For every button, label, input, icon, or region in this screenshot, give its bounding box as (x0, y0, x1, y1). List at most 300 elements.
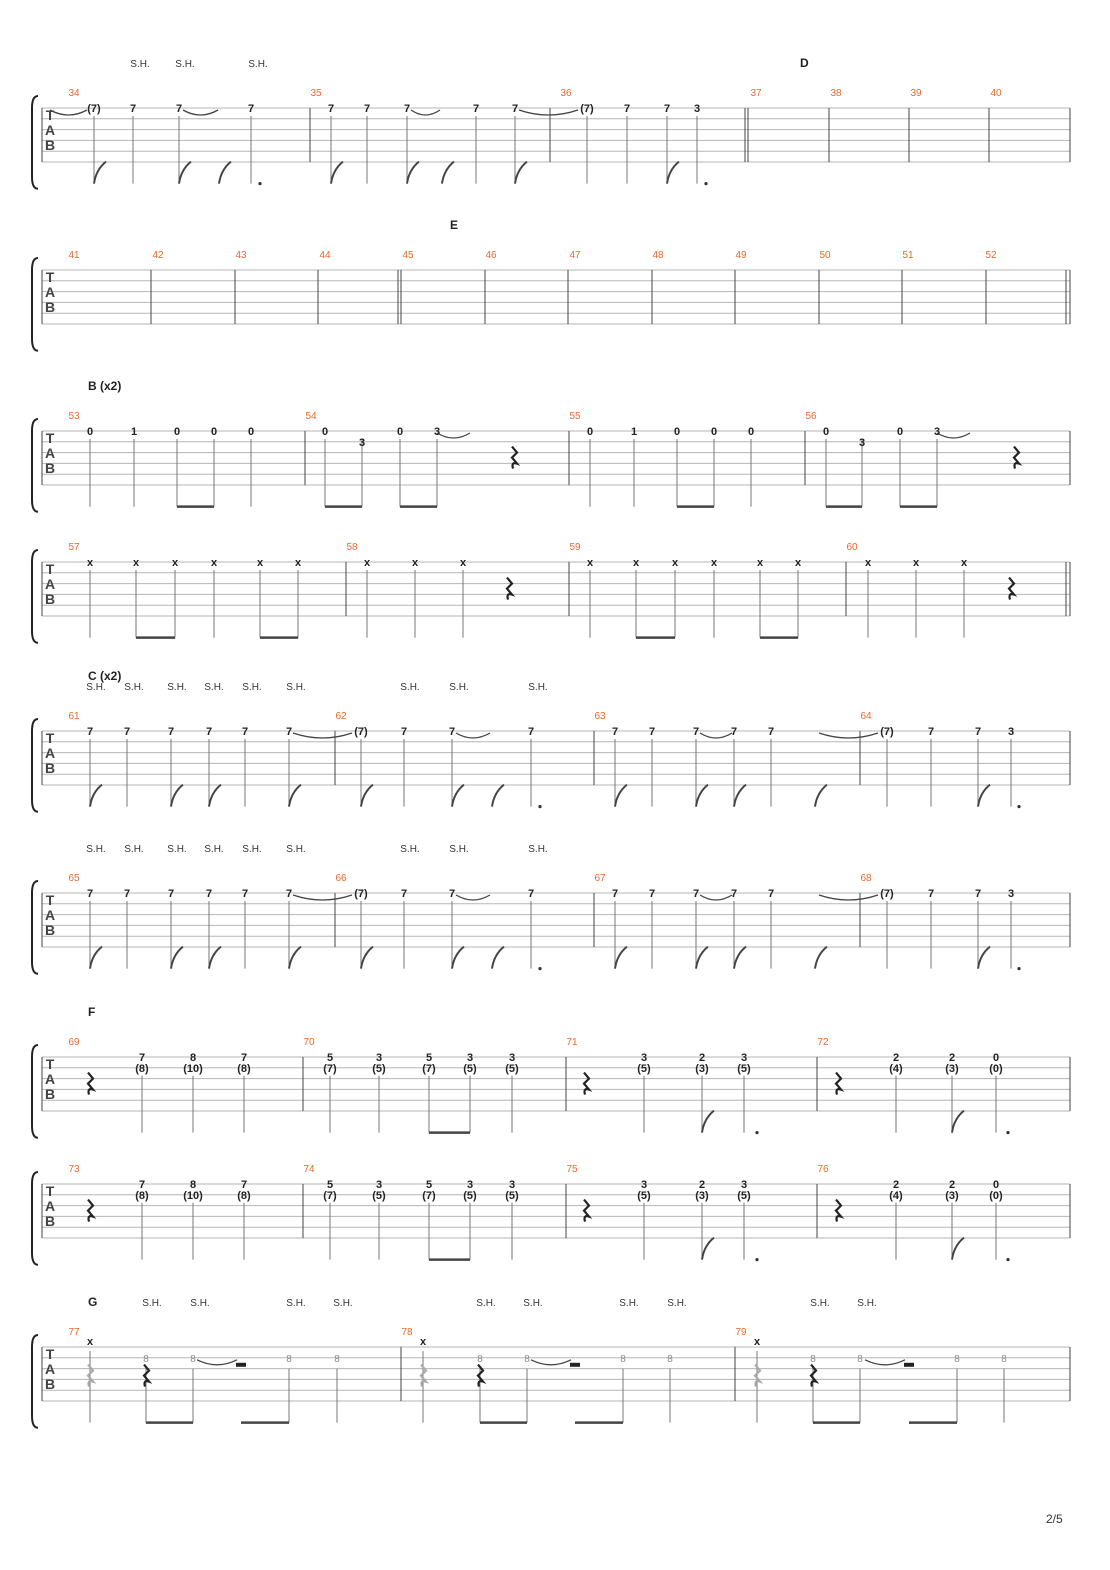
fret-number: 1 (130, 426, 138, 438)
fret-number: 7 (730, 726, 738, 738)
ghost-fret-number: (8) (237, 1062, 251, 1075)
fret-number: 3 (740, 1179, 748, 1191)
quarter-rest (512, 447, 517, 469)
quarter-rest (584, 1073, 589, 1095)
ghost-fret-number: (5) (737, 1062, 751, 1075)
fret-number: 3 (640, 1179, 648, 1191)
fret-number: 5 (326, 1179, 334, 1191)
note-flag (978, 785, 990, 807)
fret-number: 1 (630, 426, 638, 438)
fret-number: 8 (667, 1353, 673, 1365)
measure-number: 35 (310, 88, 322, 99)
rhythm-dot (538, 967, 541, 970)
slide-hammer-label: S.H. (286, 1298, 306, 1309)
slide-hammer-label: S.H. (449, 682, 469, 693)
ghost-fret-number: (10) (183, 1062, 203, 1075)
section-marker: E (450, 218, 459, 232)
slide-hammer-label: S.H. (523, 1298, 543, 1309)
slide-hammer-label: S.H. (857, 1298, 877, 1309)
ghost-fret-number: (4) (889, 1189, 903, 1202)
ghost-fret-number: (8) (135, 1062, 149, 1075)
fret-number: 8 (286, 1353, 292, 1365)
fret-number: 7 (400, 726, 408, 738)
rhythm-dot (538, 805, 541, 808)
measure-number: 58 (346, 542, 358, 553)
ghost-fret-number: (5) (637, 1062, 651, 1075)
fret-number: 8 (189, 1052, 197, 1064)
measure-number: 46 (485, 250, 497, 261)
tab-letter-a: A (44, 1198, 56, 1214)
fret-number: 5 (326, 1052, 334, 1064)
system-brace (32, 1335, 38, 1428)
tab-system-6 (32, 881, 1070, 974)
slide-hammer-label: S.H. (449, 844, 469, 855)
measure-number: 79 (735, 1327, 747, 1338)
ghost-fret-number: (5) (372, 1062, 386, 1075)
fret-number: 7 (927, 888, 935, 900)
fret-number: 7 (138, 1052, 146, 1064)
tab-system-9 (32, 1335, 1070, 1428)
measure-number: 59 (569, 542, 581, 553)
measure-number: 55 (569, 411, 581, 422)
ghost-fret-number: (5) (737, 1189, 751, 1202)
slide-hammer-label: S.H. (286, 682, 306, 693)
tab-letter-t: T (45, 1183, 55, 1199)
dead-note: x (864, 557, 872, 569)
fret-number: 2 (698, 1052, 706, 1064)
fret-number: 7 (327, 103, 335, 115)
tie-arc (437, 433, 470, 438)
tie-arc (865, 1360, 905, 1365)
measure-number: 47 (569, 250, 581, 261)
fret-number: 7 (285, 726, 293, 738)
fret-number: 2 (892, 1052, 900, 1064)
dead-note: x (256, 557, 264, 569)
quarter-rest (88, 1073, 93, 1095)
measure-number: 37 (750, 88, 762, 99)
note-flag (734, 785, 746, 807)
dead-note: x (960, 557, 968, 569)
note-flag (94, 162, 106, 184)
measure-number: 45 (402, 250, 414, 261)
measure-number: 69 (68, 1037, 80, 1048)
measure-number: 36 (560, 88, 572, 99)
fret-number: (7) (354, 888, 368, 900)
measure-number: 75 (566, 1164, 578, 1175)
slide-hammer-label: S.H. (124, 844, 144, 855)
note-flag (171, 785, 183, 807)
fret-number: 7 (974, 888, 982, 900)
note-flag (667, 162, 679, 184)
slide-hammer-label: S.H. (167, 682, 187, 693)
fret-number: 7 (663, 103, 671, 115)
fret-number: 7 (123, 888, 131, 900)
tie-arc (819, 733, 878, 738)
tie-arc (700, 895, 732, 900)
ghost-fret-number: (10) (183, 1189, 203, 1202)
fret-number: 7 (240, 1179, 248, 1191)
measure-number: 60 (846, 542, 858, 553)
fret-number: 2 (892, 1179, 900, 1191)
slide-hammer-label: S.H. (124, 682, 144, 693)
note-flag (219, 162, 231, 184)
tab-letter-a: A (44, 745, 56, 761)
measure-number: 54 (305, 411, 317, 422)
measure-number: 51 (902, 250, 914, 261)
half-rest (570, 1363, 580, 1367)
fret-number: (7) (880, 726, 894, 738)
note-flag (361, 947, 373, 969)
slide-hammer-label: S.H. (167, 844, 187, 855)
system-brace (32, 96, 38, 189)
tab-system-1 (32, 96, 1070, 189)
tie-arc (700, 733, 732, 738)
system-brace (32, 550, 38, 643)
fret-number: 7 (611, 888, 619, 900)
ghost-fret-number: (5) (637, 1189, 651, 1202)
rhythm-dot (1006, 1258, 1009, 1261)
tab-letter-a: A (44, 1361, 56, 1377)
measure-number: 44 (319, 250, 331, 261)
note-flag (952, 1238, 964, 1260)
fret-number: 2 (698, 1179, 706, 1191)
slide-hammer-label: S.H. (86, 682, 106, 693)
note-flag (978, 947, 990, 969)
fret-number: 7 (241, 888, 249, 900)
measure-number: 49 (735, 250, 747, 261)
measure-number: 34 (68, 88, 80, 99)
measure-number: 52 (985, 250, 997, 261)
tab-letter-a: A (44, 284, 56, 300)
measure-number: 63 (594, 711, 606, 722)
measure-number: 57 (68, 542, 80, 553)
tie-arc (183, 110, 218, 115)
fret-number: 8 (189, 1179, 197, 1191)
page-number: 2/5 (1046, 1512, 1063, 1526)
slide-hammer-label: S.H. (248, 59, 268, 70)
fret-number: 7 (448, 726, 456, 738)
tie-arc (519, 110, 578, 115)
ghost-fret-number: (5) (463, 1062, 477, 1075)
tab-letter-b: B (44, 299, 56, 315)
ghost-fret-number: (8) (135, 1189, 149, 1202)
measure-number: 62 (335, 711, 347, 722)
tie-arc (531, 1360, 571, 1365)
section-label: C (x2) (88, 669, 122, 683)
fret-number: 7 (692, 888, 700, 900)
fret-number: 7 (175, 103, 183, 115)
tab-system-3 (32, 419, 1070, 512)
slide-hammer-label: S.H. (619, 1298, 639, 1309)
note-flag (209, 947, 221, 969)
tie-arc (293, 895, 352, 900)
measure-number: 78 (401, 1327, 413, 1338)
fret-number: 2 (948, 1179, 956, 1191)
fret-number: 3 (693, 103, 701, 115)
tab-letter-t: T (45, 107, 55, 123)
tie-arc (819, 895, 878, 900)
measure-number: 64 (860, 711, 872, 722)
fret-number: 3 (1007, 888, 1015, 900)
note-flag (492, 947, 504, 969)
fret-number: 7 (730, 888, 738, 900)
note-flag (90, 947, 102, 969)
quarter-rest (836, 1200, 841, 1222)
slide-hammer-label: S.H. (242, 844, 262, 855)
fret-number: 0 (321, 426, 329, 438)
tie-arc (411, 110, 440, 115)
ghost-fret-number: (3) (945, 1189, 959, 1202)
fret-number: 0 (586, 426, 594, 438)
tab-letter-b: B (44, 1086, 56, 1102)
measure-number: 41 (68, 250, 80, 261)
ghost-fret-number: (3) (695, 1062, 709, 1075)
note-flag (515, 162, 527, 184)
fret-number: 8 (1001, 1353, 1007, 1365)
tab-letter-b: B (44, 137, 56, 153)
fret-number: 0 (992, 1052, 1000, 1064)
note-flag (702, 1238, 714, 1260)
tab-letter-a: A (44, 907, 56, 923)
measure-number: 74 (303, 1164, 315, 1175)
fret-number: 5 (425, 1052, 433, 1064)
slide-hammer-label: S.H. (333, 1298, 353, 1309)
tab-letter-a: A (44, 1071, 56, 1087)
note-flag (696, 785, 708, 807)
note-flag (615, 785, 627, 807)
ghost-fret-number: (5) (372, 1189, 386, 1202)
tab-letter-t: T (45, 730, 55, 746)
fret-number: 7 (363, 103, 371, 115)
tab-system-8 (32, 1172, 1070, 1265)
fret-number: 2 (948, 1052, 956, 1064)
ghost-fret-number: (5) (505, 1189, 519, 1202)
fret-number: 7 (448, 888, 456, 900)
tab-letter-b: B (44, 1376, 56, 1392)
tab-letter-b: B (44, 460, 56, 476)
rhythm-dot (258, 182, 261, 185)
fret-number: 0 (822, 426, 830, 438)
ghost-fret-number: (7) (323, 1189, 337, 1202)
tab-letter-b: B (44, 1213, 56, 1229)
tab-letter-t: T (45, 1056, 55, 1072)
section-label: F (88, 1005, 96, 1019)
slide-hammer-label: S.H. (528, 682, 548, 693)
note-flag (452, 947, 464, 969)
fret-number: 7 (86, 888, 94, 900)
tab-letter-a: A (44, 445, 56, 461)
fret-number: 7 (511, 103, 519, 115)
note-flag (407, 162, 419, 184)
dead-note: x (86, 557, 94, 569)
fret-number: 3 (640, 1052, 648, 1064)
fret-number: 7 (623, 103, 631, 115)
slide-hammer-label: S.H. (175, 59, 195, 70)
half-rest (904, 1363, 914, 1367)
measure-number: 56 (805, 411, 817, 422)
measure-number: 65 (68, 873, 80, 884)
ghost-fret-number: (3) (945, 1062, 959, 1075)
rhythm-dot (1017, 967, 1020, 970)
fret-number: 8 (810, 1353, 816, 1365)
dead-note: x (411, 557, 419, 569)
fret-number: (7) (580, 103, 594, 115)
slide-hammer-label: S.H. (130, 59, 150, 70)
fret-number: 0 (710, 426, 718, 438)
note-flag (442, 162, 454, 184)
measure-number: 53 (68, 411, 80, 422)
rhythm-dot (1017, 805, 1020, 808)
fret-number: (7) (354, 726, 368, 738)
system-brace (32, 1172, 38, 1265)
fret-number: 8 (620, 1353, 626, 1365)
fret-number: 0 (396, 426, 404, 438)
fret-number: 8 (954, 1353, 960, 1365)
note-flag (90, 785, 102, 807)
system-brace (32, 1045, 38, 1138)
rhythm-dot (755, 1258, 758, 1261)
fret-number: 0 (247, 426, 255, 438)
tie-arc (293, 733, 352, 738)
dead-note: x (419, 1336, 427, 1348)
fret-number: 7 (527, 888, 535, 900)
tab-letter-a: A (44, 122, 56, 138)
dead-note: x (459, 557, 467, 569)
measure-number: 50 (819, 250, 831, 261)
slide-hammer-label: S.H. (528, 844, 548, 855)
note-flag (289, 947, 301, 969)
fret-number: 8 (190, 1353, 196, 1365)
fret-number: 7 (400, 888, 408, 900)
slide-hammer-label: S.H. (810, 1298, 830, 1309)
quarter-rest (88, 1200, 93, 1222)
note-flag (815, 785, 827, 807)
fret-number: (7) (87, 103, 101, 115)
slide-hammer-label: S.H. (667, 1298, 687, 1309)
fret-number: 7 (767, 726, 775, 738)
dead-note: x (753, 1336, 761, 1348)
measure-number: 67 (594, 873, 606, 884)
fret-number: 0 (747, 426, 755, 438)
tab-letter-t: T (45, 430, 55, 446)
note-flag (815, 947, 827, 969)
dead-note: x (363, 557, 371, 569)
fret-number: 0 (210, 426, 218, 438)
fret-number: 8 (857, 1353, 863, 1365)
fret-number: 0 (992, 1179, 1000, 1191)
measure-number: 71 (566, 1037, 578, 1048)
tab-system-5 (32, 719, 1070, 812)
fret-number: 3 (466, 1179, 474, 1191)
fret-number: 7 (86, 726, 94, 738)
tab-letter-b: B (44, 922, 56, 938)
fret-number: 7 (767, 888, 775, 900)
dead-note: x (756, 557, 764, 569)
note-flag (361, 785, 373, 807)
fret-number: 0 (173, 426, 181, 438)
measure-number: 48 (652, 250, 664, 261)
quarter-rest (836, 1073, 841, 1095)
system-brace (32, 258, 38, 351)
system-brace (32, 419, 38, 512)
measure-number: 70 (303, 1037, 315, 1048)
tab-letter-t: T (45, 561, 55, 577)
fret-number: 7 (285, 888, 293, 900)
note-flag (179, 162, 191, 184)
fret-number: 7 (205, 726, 213, 738)
fret-number: 3 (466, 1052, 474, 1064)
tab-letter-t: T (45, 269, 55, 285)
fret-number: 3 (358, 436, 366, 449)
tie-arc (456, 895, 490, 900)
section-label: B (x2) (88, 379, 122, 393)
rhythm-dot (1006, 1131, 1009, 1134)
dead-note: x (132, 557, 140, 569)
measure-number: 38 (830, 88, 842, 99)
note-flag (452, 785, 464, 807)
fret-number: 8 (477, 1353, 483, 1365)
ghost-fret-number: (7) (323, 1062, 337, 1075)
measure-number: 40 (990, 88, 1002, 99)
fret-number: 0 (896, 426, 904, 438)
dead-note: x (294, 557, 302, 569)
ghost-fret-number: (4) (889, 1062, 903, 1075)
fret-number: 7 (692, 726, 700, 738)
slide-hammer-label: S.H. (190, 1298, 210, 1309)
ghost-fret-number: (0) (989, 1189, 1003, 1202)
tab-system-7 (32, 1045, 1070, 1138)
fret-number: 7 (648, 888, 656, 900)
tie-arc (456, 733, 490, 738)
fret-number: 3 (508, 1052, 516, 1064)
slide-hammer-label: S.H. (204, 844, 224, 855)
measure-number: 39 (910, 88, 922, 99)
fret-number: 0 (673, 426, 681, 438)
slide-hammer-label: S.H. (400, 844, 420, 855)
ghost-fret-number: (8) (237, 1189, 251, 1202)
dead-note: x (671, 557, 679, 569)
slide-hammer-label: S.H. (476, 1298, 496, 1309)
note-flag (492, 785, 504, 807)
fret-number: 7 (241, 726, 249, 738)
note-flag (289, 785, 301, 807)
ghost-fret-number: (5) (505, 1062, 519, 1075)
quarter-rest (507, 578, 512, 600)
tab-letter-a: A (44, 576, 56, 592)
dead-note: x (710, 557, 718, 569)
tie-arc (197, 1360, 237, 1365)
section-marker: D (800, 56, 809, 70)
fret-number: 3 (740, 1052, 748, 1064)
tie-arc (937, 433, 970, 438)
measure-number: 77 (68, 1327, 80, 1338)
fret-number: 7 (927, 726, 935, 738)
quarter-rest (584, 1200, 589, 1222)
half-rest (236, 1363, 246, 1367)
fret-number: 3 (508, 1179, 516, 1191)
fret-number: 3 (375, 1052, 383, 1064)
ghost-fret-number: (3) (695, 1189, 709, 1202)
tab-letter-t: T (45, 1346, 55, 1362)
fret-number: 3 (375, 1179, 383, 1191)
slide-hammer-label: S.H. (142, 1298, 162, 1309)
dead-note: x (794, 557, 802, 569)
tab-letter-b: B (44, 591, 56, 607)
fret-number: 7 (138, 1179, 146, 1191)
ghost-fret-number: (7) (422, 1062, 436, 1075)
measure-number: 43 (235, 250, 247, 261)
measure-number: 42 (152, 250, 164, 261)
